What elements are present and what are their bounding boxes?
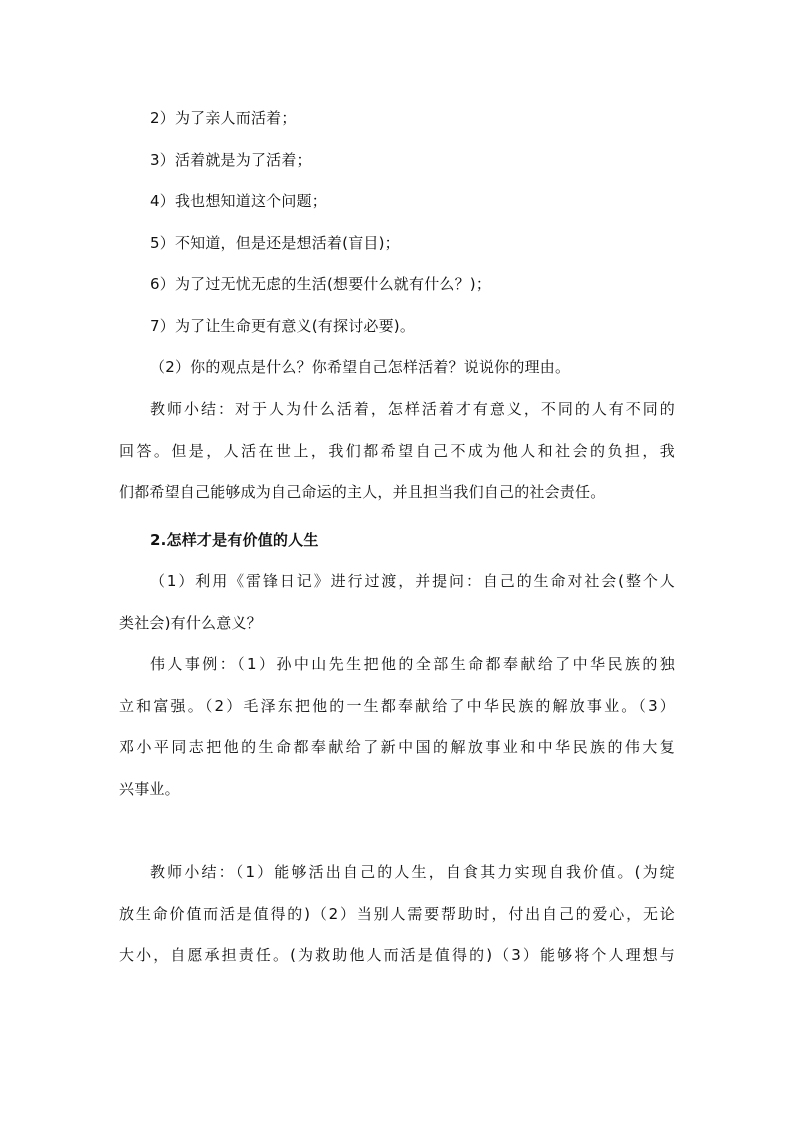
list-item-5: 5）不知道，但是还是想活着(盲目)； bbox=[150, 234, 400, 252]
list-item-2: 2）为了亲人而活着； bbox=[150, 109, 297, 127]
teacher-summary-2-line-2: 放生命价值而活是值得的)（2）当别人需要帮助时，付出自己的爱心，无论 bbox=[119, 905, 675, 923]
great-people-line-1: 伟人事例：（1）孙中山先生把他的全部生命都奉献给了中华民族的独 bbox=[150, 655, 675, 673]
great-people-line-4: 兴事业。 bbox=[119, 780, 180, 798]
teacher-summary-line-3: 们都希望自己能够成为自己命运的主人，并且担当我们自己的社会责任。 bbox=[119, 483, 606, 501]
question-2: （2）你的观点是什么？你希望自己怎样活着？说说你的理由。 bbox=[150, 358, 571, 376]
great-people-line-2: 立和富强。（2）毛泽东把他的一生都奉献给了中华民族的解放事业。（3） bbox=[119, 697, 675, 715]
teacher-summary-2-line-1: 教师小结：（1）能够活出自己的人生，自食其力实现自我价值。(为绽 bbox=[150, 863, 675, 881]
question-1-line-2: 类社会)有什么意义？ bbox=[119, 614, 262, 632]
great-people-line-3: 邓小平同志把他的生命都奉献给了新中国的解放事业和中华民族的伟大复 bbox=[119, 738, 675, 756]
list-item-6: 6）为了过无忧无虑的生活(想要什么就有什么？)； bbox=[150, 275, 492, 293]
teacher-summary-line-2: 回答。但是，人活在世上，我们都希望自己不成为他人和社会的负担，我 bbox=[119, 442, 675, 460]
list-item-4: 4）我也想知道这个问题； bbox=[150, 192, 327, 210]
section-heading-2: 2.怎样才是有价值的人生 bbox=[150, 531, 319, 549]
question-1-line-1: （1）利用《雷锋日记》进行过渡，并提问：自己的生命对社会(整个人 bbox=[150, 572, 675, 590]
list-item-7: 7）为了让生命更有意义(有探讨必要)。 bbox=[150, 317, 416, 335]
teacher-summary-line-1: 教师小结：对于人为什么活着，怎样活着才有意义，不同的人有不同的 bbox=[150, 400, 675, 418]
list-item-3: 3）活着就是为了活着； bbox=[150, 151, 312, 169]
teacher-summary-2-line-3: 大小，自愿承担责任。(为救助他人而活是值得的)（3）能够将个人理想与 bbox=[119, 946, 675, 964]
